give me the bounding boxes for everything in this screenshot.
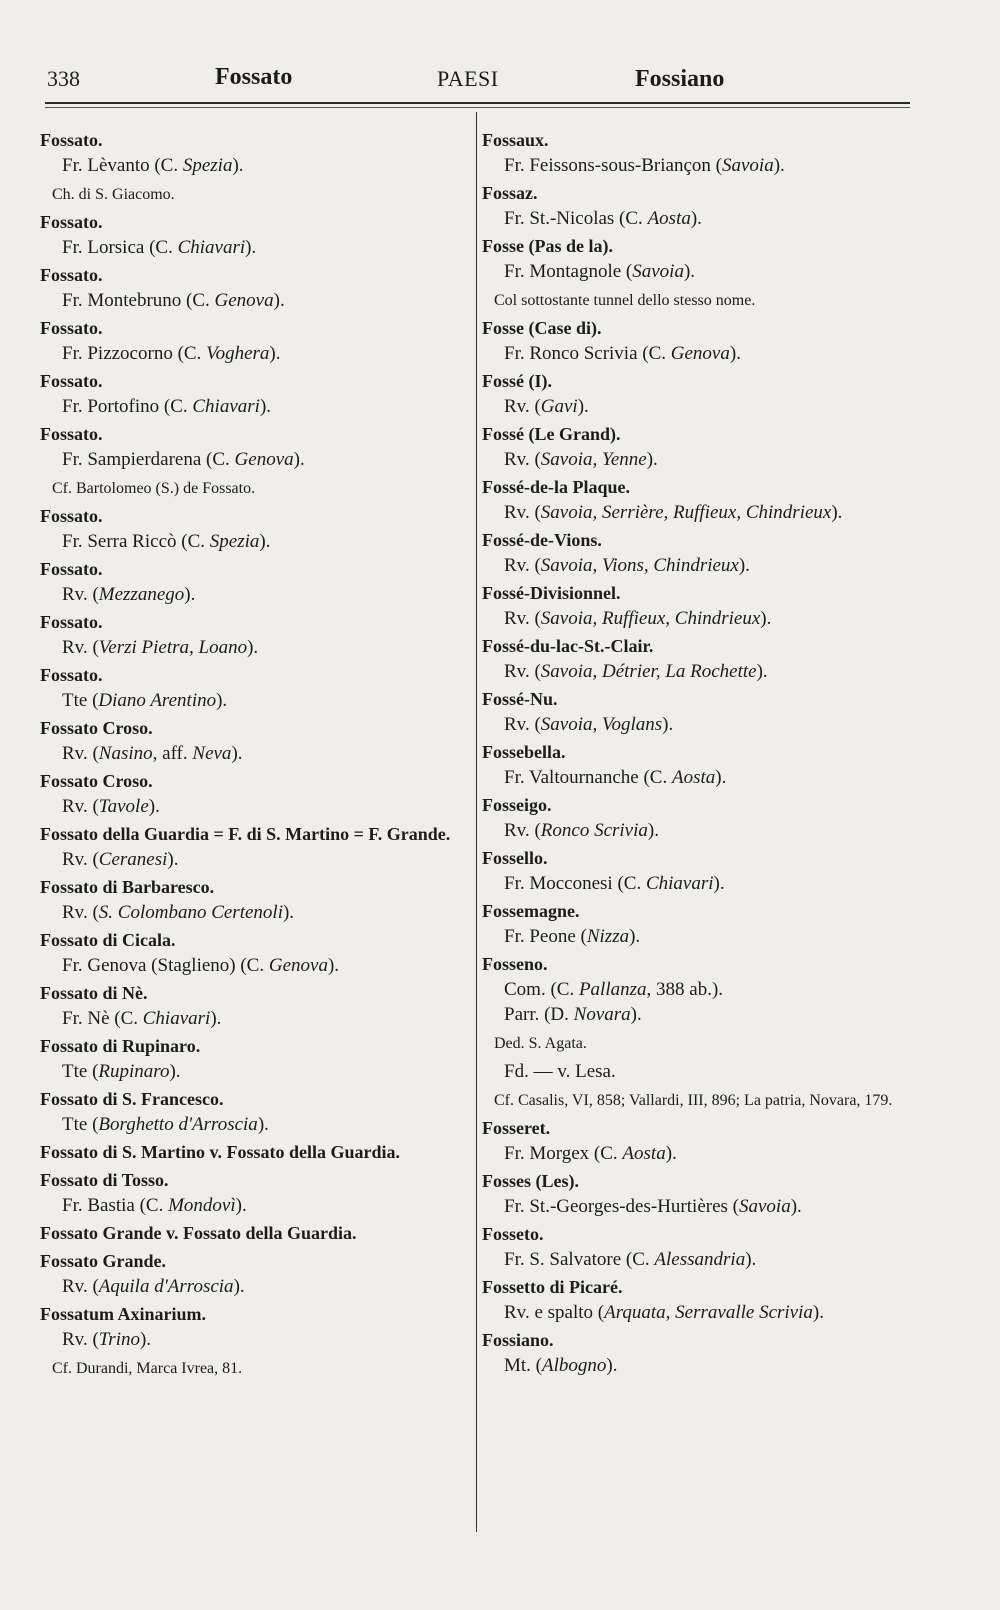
entry-heading: Fosseno. [482, 954, 548, 974]
entry-line: Tte (Diano Arentino). [62, 690, 228, 711]
gazetteer-entry [482, 793, 907, 843]
entry-heading: Fossé (Le Grand). [482, 424, 621, 444]
gazetteer-entry [482, 234, 907, 312]
entry-line: Fr. Nè (C. Chiavari). [62, 1008, 222, 1029]
gazetteer-entry [40, 1302, 460, 1352]
left-column [40, 128, 460, 1384]
entry-heading: Fossato. [40, 506, 103, 526]
entry-line: Fd. — v. Lesa. [504, 1061, 616, 1082]
entry-heading: Fossetto di Picaré. [482, 1277, 623, 1297]
entry-heading: Fossato della Guardia = F. di S. Martino = F. Grande. [40, 824, 451, 844]
entry-line: Rv. (Gavi). [504, 396, 589, 417]
gazetteer-entry [482, 475, 907, 525]
gazetteer-entry [40, 316, 460, 366]
entry-line: Fr. Mocconesi (C. Chiavari). [504, 873, 725, 894]
gazetteer-entry [482, 422, 907, 472]
entry-heading: Fossato Grande v. Fossato della Guardia. [40, 1223, 357, 1243]
entry-line: Fr. Montebruno (C. Genova). [62, 290, 285, 311]
left-footer-reference: Cf. Durandi, Marca Ivrea, 81. [52, 1360, 243, 1377]
entry-line: Rv. (Mezzanego). [62, 584, 196, 605]
entry-line: Fr. Feissons-sous-Briançon (Savoia). [504, 155, 785, 176]
column-divider [476, 112, 477, 1532]
entry-heading: Fossato Croso. [40, 718, 153, 738]
entry-line: Rv. (Savoia, Yenne). [504, 449, 658, 470]
gazetteer-entry [40, 663, 460, 713]
entry-line: Rv. (Ronco Scrivia). [504, 820, 659, 841]
gazetteer-entry [40, 1140, 460, 1165]
entry-heading: Fosse (Pas de la). [482, 236, 613, 256]
entry-line: Com. (C. Pallanza, 388 ab.). [504, 979, 724, 1000]
entry-line: Fr. Serra Riccò (C. Spezia). [62, 531, 271, 552]
gazetteer-entry [40, 875, 460, 925]
entry-heading: Fossato. [40, 665, 103, 685]
entry-line: Fr. Valtournanche (C. Aosta). [504, 767, 727, 788]
entry-reference: Cf. Casalis, VI, 858; Vallardi, III, 896; La patria, Novara, 179. [494, 1092, 893, 1109]
entry-heading: Fossé-Divisionnel. [482, 583, 621, 603]
entry-heading: Fossato. [40, 371, 103, 391]
gazetteer-entry [482, 528, 907, 578]
gazetteer-entry [40, 557, 460, 607]
entry-line: Fr. Genova (Staglieno) (C. Genova). [62, 955, 340, 976]
entry-note: Ded. S. Agata. [494, 1035, 587, 1052]
entry-line: Fr. Ronco Scrivia (C. Genova). [504, 343, 741, 364]
entry-heading: Fossé-de-la Plaque. [482, 477, 630, 497]
entry-line: Rv. (Verzi Pietra, Loano). [62, 637, 259, 658]
gazetteer-entry [482, 1169, 907, 1219]
entry-heading: Fossé-du-lac-St.-Clair. [482, 636, 654, 656]
entry-heading: Fossatum Axinarium. [40, 1304, 207, 1324]
entry-note: Cf. Bartolomeo (S.) de Fossato. [52, 480, 256, 497]
entry-line: Mt. (Albogno). [504, 1355, 618, 1376]
entry-line: Fr. St.-Nicolas (C. Aosta). [504, 208, 702, 229]
gazetteer-entry [482, 1328, 907, 1378]
gazetteer-entry [40, 422, 460, 500]
gazetteer-entry [40, 928, 460, 978]
gazetteer-entry [482, 316, 907, 366]
entry-heading: Fossebella. [482, 742, 566, 762]
gazetteer-entry [40, 369, 460, 419]
entry-heading: Fossato. [40, 130, 103, 150]
header-rule [45, 102, 910, 104]
entry-heading: Fosse (Case di). [482, 318, 602, 338]
entry-line: Fr. Lorsica (C. Chiavari). [62, 237, 257, 258]
entry-heading: Fossaz. [482, 183, 538, 203]
entry-line: Fr. Pizzocorno (C. Voghera). [62, 343, 281, 364]
entry-heading: Fosseto. [482, 1224, 544, 1244]
gazetteer-entry [40, 1249, 460, 1299]
gazetteer-entry [482, 369, 907, 419]
entry-line: Fr. Portofino (C. Chiavari). [62, 396, 272, 417]
entry-heading: Fossato di Rupinaro. [40, 1036, 201, 1056]
entry-line: Fr. Peone (Nizza). [504, 926, 641, 947]
entry-heading: Fossato di S. Martino v. Fossato della Guardia. [40, 1142, 401, 1162]
entry-note: Col sottostante tunnel dello stesso nome. [494, 292, 756, 309]
entry-heading: Fosseret. [482, 1118, 551, 1138]
entry-line: Rv. (Savoia, Ruffieux, Chindrieux). [504, 608, 772, 629]
gazetteer-entry [482, 1222, 907, 1272]
entry-line: Fr. St.-Georges-des-Hurtières (Savoia). [504, 1196, 802, 1217]
entry-heading: Fossiano. [482, 1330, 554, 1350]
entry-heading: Fossato. [40, 559, 103, 579]
entry-line: Fr. Montagnole (Savoia). [504, 261, 696, 282]
entry-heading: Fossello. [482, 848, 548, 868]
entry-heading: Fossato di Nè. [40, 983, 148, 1003]
entry-line: Rv. (Ceranesi). [62, 849, 179, 870]
gazetteer-entry [40, 1034, 460, 1084]
entry-line: Rv. (Savoia, Détrier, La Rochette). [504, 661, 768, 682]
gazetteer-entry [40, 1168, 460, 1218]
entry-heading: Fossato. [40, 318, 103, 338]
gazetteer-entry [482, 581, 907, 631]
entry-heading: Fossato di Barbaresco. [40, 877, 215, 897]
entry-heading: Fossaux. [482, 130, 549, 150]
header-left-title: Fossato [215, 64, 293, 90]
gazetteer-entry [482, 899, 907, 949]
entry-line: Rv. (Savoia, Serrière, Ruffieux, Chindrieux). [504, 502, 843, 523]
gazetteer-entry [482, 1116, 907, 1166]
entry-heading: Fossemagne. [482, 901, 580, 921]
gazetteer-entry [40, 610, 460, 660]
entry-note: Ch. di S. Giacomo. [52, 186, 175, 203]
running-header [45, 62, 910, 102]
entry-heading: Fossato Grande. [40, 1251, 166, 1271]
page-number: 338 [47, 66, 80, 91]
entry-heading: Fossé-Nu. [482, 689, 558, 709]
header-rule-thin [45, 107, 910, 108]
entry-line: Rv. (Trino). [62, 1329, 152, 1350]
entry-heading: Fossato Croso. [40, 771, 153, 791]
entry-line: Rv. (S. Colombano Certenoli). [62, 902, 295, 923]
entry-line: Tte (Borghetto d'Arroscia). [62, 1114, 269, 1135]
right-column [482, 128, 907, 1381]
entry-line: Fr. Morgex (C. Aosta). [504, 1143, 677, 1164]
entry-line: Fr. Bastia (C. Mondovì). [62, 1195, 247, 1216]
header-center-title: PAESI [437, 66, 499, 91]
gazetteer-entry [40, 210, 460, 260]
gazetteer-entry [40, 128, 460, 206]
gazetteer-entry [482, 181, 907, 231]
entry-heading: Fossato. [40, 424, 103, 444]
entry-line: Parr. (D. Novara). [504, 1004, 642, 1025]
entry-line: Fr. Lèvanto (C. Spezia). [62, 155, 244, 176]
entry-line: Rv. (Tavole). [62, 796, 160, 817]
entry-heading: Fossato. [40, 212, 103, 232]
gazetteer-entry [40, 769, 460, 819]
entry-heading: Fossato di Cicala. [40, 930, 176, 950]
entry-heading: Fossato. [40, 612, 103, 632]
gazetteer-entry [482, 128, 907, 178]
gazetteer-entry [482, 952, 907, 1112]
gazetteer-entry [40, 504, 460, 554]
entry-heading: Fossato di S. Francesco. [40, 1089, 224, 1109]
gazetteer-entry [482, 634, 907, 684]
entry-line: Rv. (Savoia, Vions, Chindrieux). [504, 555, 750, 576]
entry-heading: Fossato. [40, 265, 103, 285]
gazetteer-entry [40, 822, 460, 872]
gazetteer-entry [482, 846, 907, 896]
entry-line: Tte (Rupinaro). [62, 1061, 181, 1082]
gazetteer-entry [482, 1275, 907, 1325]
entry-line: Rv. (Savoia, Voglans). [504, 714, 674, 735]
entry-heading: Fossé-de-Vions. [482, 530, 602, 550]
entry-heading: Fossé (I). [482, 371, 552, 391]
header-right-title: Fossiano [635, 66, 725, 92]
entry-line: Fr. Sampierdarena (C. Genova). [62, 449, 305, 470]
gazetteer-entry [40, 716, 460, 766]
gazetteer-entry [40, 1221, 460, 1246]
entry-line: Rv. e spalto (Arquata, Serravalle Scrivia). [504, 1302, 824, 1323]
gazetteer-entry [40, 981, 460, 1031]
entry-line: Rv. (Aquila d'Arroscia). [62, 1276, 245, 1297]
gazetteer-entry [40, 263, 460, 313]
gazetteer-entry [482, 687, 907, 737]
gazetteer-entry [482, 740, 907, 790]
entry-line: Rv. (Nasino, aff. Neva). [62, 743, 243, 764]
entry-heading: Fosseigo. [482, 795, 552, 815]
entry-line: Fr. S. Salvatore (C. Alessandria). [504, 1249, 757, 1270]
entry-heading: Fossato di Tosso. [40, 1170, 169, 1190]
gazetteer-entry [40, 1087, 460, 1137]
entry-heading: Fosses (Les). [482, 1171, 579, 1191]
